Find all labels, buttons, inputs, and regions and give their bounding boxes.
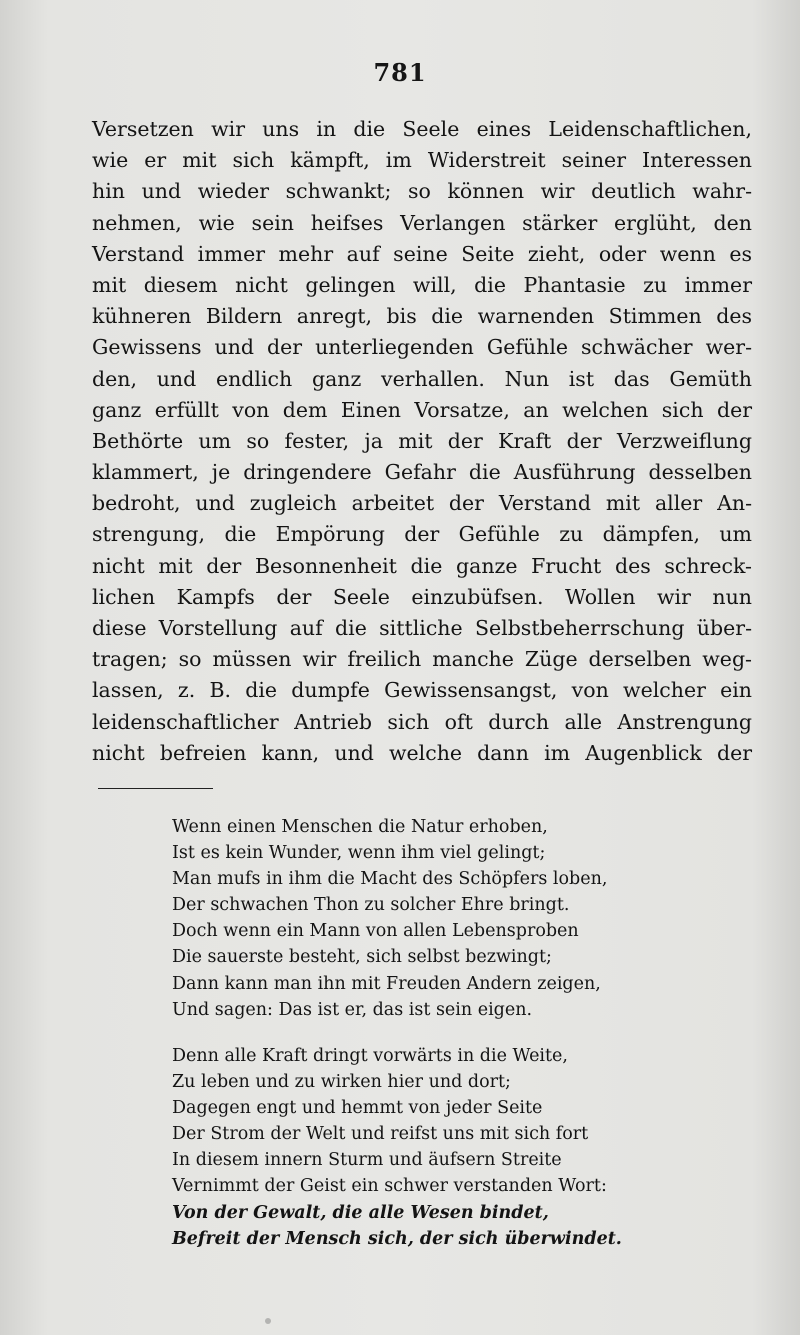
poem-line: Dagegen engt und hemmt von jeder Seite bbox=[172, 1098, 543, 1119]
poem-closing-line: Von der Gewalt, die alle Wesen bindet, bbox=[172, 1202, 549, 1223]
text-line: nehmen, wie sein heifses Verlangen stärker erglüht, den bbox=[92, 210, 752, 235]
text-line: lassen, z. B. die dumpfe Gewissensangst, von welcher ein bbox=[92, 678, 752, 703]
poem-line: Vernimmt der Geist ein schwer verstanden Wort: bbox=[172, 1176, 607, 1197]
text-line: lichen Kampfs der Seele einzubüfsen. Wollen wir nun bbox=[92, 584, 752, 609]
text-line: hin und wieder schwankt; so können wir deutlich wahr- bbox=[92, 179, 752, 204]
text-line: diese Vorstellung auf die sittliche Selbstbeherrschung über- bbox=[92, 616, 752, 640]
poem-line: Der schwachen Thon zu solcher Ehre bringt. bbox=[172, 895, 570, 916]
text-line: leidenschaftlicher Antrieb sich oft durch alle Anstrengung bbox=[92, 709, 752, 734]
poem-stanza-1 bbox=[172, 814, 692, 1023]
poem-line: Man mufs in ihm die Macht des Schöpfers loben, bbox=[172, 869, 608, 890]
text-line: Versetzen wir uns in die Seele eines Leidenschaftlichen, bbox=[92, 117, 752, 141]
poem-line: Dann kann man ihn mit Freuden Andern zeigen, bbox=[172, 973, 601, 994]
poem-stanza-2 bbox=[172, 1043, 692, 1252]
text-line: mit diesem nicht gelingen will, die Phantasie zu immer bbox=[92, 272, 752, 297]
poem-line: Der Strom der Welt und reifst uns mit sich fort bbox=[172, 1124, 589, 1145]
poem-line: Und sagen: Das ist er, das ist sein eigen. bbox=[172, 999, 533, 1020]
poem-line: Zu leben und zu wirken hier und dort; bbox=[172, 1072, 511, 1093]
text-line: Bethörte um so fester, ja mit der Kraft der Verzweiflung bbox=[92, 428, 752, 453]
text-line: bedroht, und zugleich arbeitet der Verstand mit aller An- bbox=[92, 491, 752, 516]
poem-line: In diesem innern Sturm und äufsern Streite bbox=[172, 1150, 562, 1171]
text-line: nicht mit der Besonnenheit die ganze Frucht des schreck- bbox=[92, 553, 752, 578]
page-number: 781 bbox=[373, 58, 427, 87]
poem-line: Doch wenn ein Mann von allen Lebensproben bbox=[172, 921, 579, 942]
text-line: ganz erfüllt von dem Einen Vorsatze, an welchen sich der bbox=[92, 397, 752, 422]
body-paragraph bbox=[92, 114, 752, 769]
text-line: den, und endlich ganz verhallen. Nun ist das Gemüth bbox=[92, 366, 752, 391]
text-line: wie er mit sich kämpft, im Widerstreit seiner Interessen bbox=[92, 148, 752, 173]
text-line: Verstand immer mehr auf seine Seite zieht, oder wenn es bbox=[92, 241, 752, 266]
text-line: tragen; so müssen wir freilich manche Züge derselben weg- bbox=[92, 647, 752, 672]
poem-line: Denn alle Kraft dringt vorwärts in die Weite, bbox=[172, 1046, 568, 1066]
text-line: klammert, je dringendere Gefahr die Ausführung desselben bbox=[92, 460, 752, 485]
text-line: Gewissens und der unterliegenden Gefühle schwächer wer- bbox=[92, 335, 752, 360]
poem-closing-line: Befreit der Mensch sich, der sich überwindet. bbox=[172, 1228, 622, 1249]
ink-speck bbox=[265, 1318, 271, 1324]
text-line: nicht befreien kann, und welche dann im Augenblick der bbox=[92, 740, 752, 765]
poem-line: Ist es kein Wunder, wenn ihm viel gelingt; bbox=[172, 843, 546, 864]
footnote-rule bbox=[98, 788, 213, 789]
poem-line: Die sauerste besteht, sich selbst bezwingt; bbox=[172, 947, 552, 968]
text-line: kühneren Bildern anregt, bis die warnenden Stimmen des bbox=[92, 304, 752, 329]
text-line: strengung, die Empörung der Gefühle zu dämpfen, um bbox=[92, 522, 752, 547]
poem-line: Wenn einen Menschen die Natur erhoben, bbox=[172, 817, 548, 837]
